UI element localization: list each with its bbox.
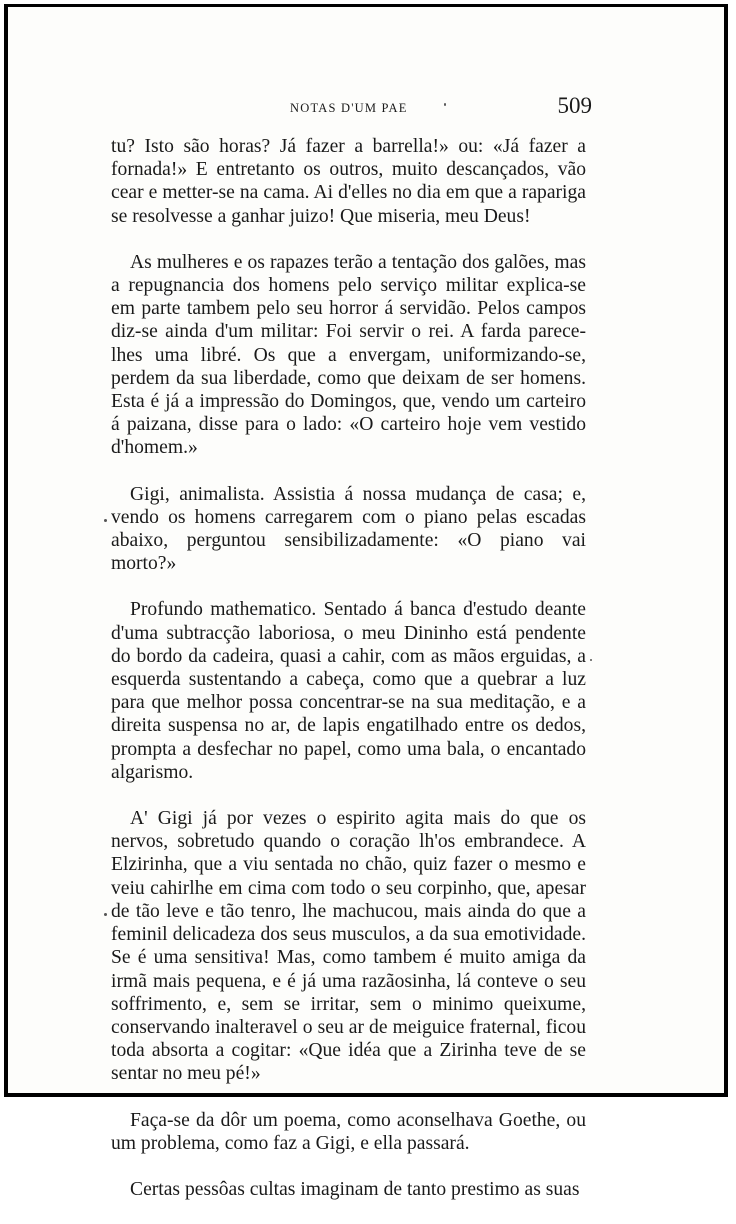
paragraph: As mulheres e os rapazes terão a tentação dos galões, mas a repugnancia dos homens pelo serviço militar explica-se em parte tambem pelo seu horror á servidão. Pelos campos diz-se ainda d'um militar: Foi servir o rei. A farda parece-lhes uma libré. Os que a envergam, uniformizando-se, perdem da sua liberdade, como que deixam de ser homens. Esta é já a impressão do Domingos, que, vendo um carteiro á paizana, disse para o lado: «O carteiro hoje vem vestido d'homem.»	[111, 251, 586, 459]
paragraph: Faça-se da dôr um poema, como aconselhava Goethe, ou um problema, como faz a Gigi, e ella passará.	[111, 1109, 586, 1154]
book-page	[4, 4, 728, 1200]
paragraph: Profundo mathematico. Sentado á banca d'estudo deante d'uma subtracção laboriosa, o meu Dininho está pendente do bordo da cadeira, quasi a cahir, com as mãos erguidas, a esquerda sustentando a cabeça, como que a quebrar a luz para que melhor possa concentrar-se na sua meditação, e a direita suspensa no ar, de lapis engatilhado entre os dedos, prompta a desfechar no papel, como uma bala, o encantado algarismo.	[111, 599, 586, 783]
print-speck	[104, 519, 107, 522]
print-speck	[104, 913, 107, 916]
body-text	[111, 135, 586, 1224]
page-number: 509	[557, 93, 592, 118]
paragraph: A' Gigi já por vezes o espirito agita mais do que os nervos, sobretudo quando o coração lh'os embrandece. A Elzirinha, que a viu sentada no chão, quiz fazer o mesmo e veiu cahirlhe em cima com todo o seu corpinho, que, apesar de tão leve e tão tenro, lhe machucou, mais ainda do que a feminil delicadeza dos seus musculos, a da sua emotividade. Se é uma sensitiva! Mas, como tambem é muito amiga da irmã mais pequena, e é já uma razãosinha, lá conteve o seu soffrimento, e, sem se irritar, sem o minimo queixume, conservando inalteravel o seu ar de meiguice fraternal, ficou toda absorta a cogitar: «Que idéa que a Zirinha teve de se sentar no meu pé!»	[111, 808, 586, 1085]
print-speck	[444, 103, 446, 106]
running-title: NOTAS D'UM PAE	[290, 101, 408, 115]
paragraph-continued: tu? Isto são horas? Já fazer a barrella!» ou: «Já fazer a fornada!» E entretanto os outros, muito descançados, vão cear e metter-se na cama. Ai d'elles no dia em que a rapariga se resolvesse a ganhar juizo! Que miseria, meu Deus!	[111, 136, 586, 227]
print-speck	[590, 659, 592, 661]
paragraph: Certas pessôas cultas imaginam de tanto prestimo as suas	[130, 1178, 580, 1200]
page-header	[108, 93, 592, 125]
paragraph: Gigi, animalista. Assistia á nossa mudança de casa; e, vendo os homens carregarem com o piano pelas escadas abaixo, perguntou sensibilizadamente: «O piano vai morto?»	[111, 483, 586, 575]
